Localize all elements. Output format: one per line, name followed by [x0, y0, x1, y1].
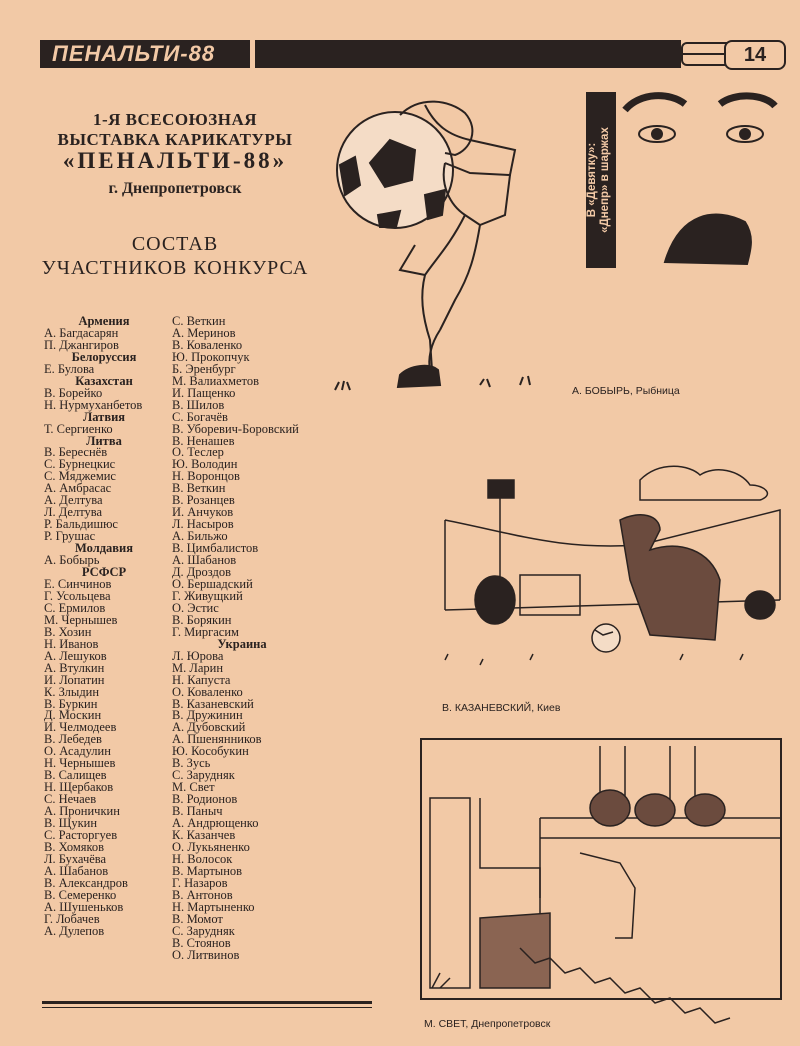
- participant-name: С. Зарудняк: [172, 768, 235, 783]
- section-line-2: УЧАСТНИКОВ КОНКУРСА: [41, 257, 309, 279]
- participant-name: С. Нечаев: [44, 792, 97, 807]
- region-heading: Украина: [217, 636, 267, 651]
- participant-name: В. Коваленко: [172, 337, 243, 352]
- participant-name: В. Щукин: [44, 816, 98, 831]
- participant-name: В. Антонов: [172, 887, 233, 902]
- participant-name: И. Пащенко: [172, 385, 236, 400]
- participant-name: В. Борейко: [44, 385, 103, 400]
- region-heading: РСФСР: [81, 565, 127, 580]
- participant-name: В. Веткин: [172, 481, 226, 496]
- participant-name: А. Втулкин: [44, 660, 105, 675]
- region-heading: Белоруссия: [71, 349, 137, 364]
- participant-name: Г. Назаров: [172, 875, 228, 890]
- vertical-heading-box: [586, 92, 616, 268]
- participant-name: И. Анчуков: [172, 505, 234, 520]
- caricature-face: [625, 92, 775, 272]
- participant-name: А. Шабанов: [172, 553, 237, 568]
- participant-name: В. Буркин: [44, 696, 98, 711]
- participants-column-2: [172, 316, 312, 961]
- participant-name: В. Дружинин: [172, 708, 243, 723]
- participant-name: С. Бурнецкис: [44, 457, 116, 472]
- participant-name: О. Эстис: [172, 600, 219, 615]
- participant-name: В. Хозин: [44, 624, 92, 639]
- participant-name: Л. Насыров: [172, 517, 234, 532]
- participant-name: О. Лукьяненко: [172, 839, 250, 854]
- participant-name: Е. Синчинов: [44, 576, 112, 591]
- participant-name: В. Семеренко: [44, 887, 117, 902]
- participant-name: В. Шилов: [172, 397, 225, 412]
- cartoon-footballer: [330, 95, 570, 405]
- participant-name: М. Ларин: [172, 660, 224, 675]
- participant-name: Н. Мартыненко: [172, 899, 255, 914]
- participant-name: Ю. Кособукин: [172, 744, 249, 759]
- header-title: ПЕНАЛЬТИ-88: [40, 40, 250, 68]
- participant-name: Л. Делтува: [44, 505, 103, 520]
- participant-name: А. Дулепов: [44, 923, 105, 938]
- participant-name: А. Проничкин: [44, 804, 120, 819]
- participant-name: А. Пшенянников: [172, 732, 262, 747]
- participant-name: В. Береснёв: [44, 445, 108, 460]
- caption-1: А. БОБЫРЬ, Рыбница: [572, 385, 680, 397]
- participant-name: М. Валиахметов: [172, 373, 259, 388]
- participant-name: И. Челмодеев: [44, 720, 117, 735]
- participant-name: С. Расторгуев: [44, 827, 118, 842]
- participant-name: К. Злыдин: [44, 684, 100, 699]
- participant-name: О. Асадулин: [44, 744, 111, 759]
- participant-name: В. Казаневский: [172, 696, 254, 711]
- participant-name: О. Коваленко: [172, 684, 243, 699]
- participant-name: А. Лешуков: [44, 648, 107, 663]
- participant-name: С. Богачёв: [172, 409, 228, 424]
- participant-name: В. Момот: [172, 911, 223, 926]
- participant-name: Н. Щербаков: [44, 780, 114, 795]
- participant-name: И. Лопатин: [44, 672, 105, 687]
- participant-name: Н. Иванов: [44, 636, 99, 651]
- participant-name: А. Андрющенко: [172, 816, 259, 831]
- cartoon-stadium: [440, 460, 785, 690]
- participant-name: А. Шабанов: [44, 863, 109, 878]
- participant-name: А. Амбрасас: [44, 481, 112, 496]
- participant-name: В. Стоянов: [172, 935, 231, 950]
- participant-name: А. Бильжо: [172, 529, 228, 544]
- caption-3: М. СВЕТ, Днепропетровск: [424, 1018, 551, 1030]
- vertical-line-1: В «Девятку»:: [586, 142, 598, 218]
- participant-name: Л. Юрова: [172, 648, 224, 663]
- participant-name: В. Мартынов: [172, 863, 243, 878]
- participant-name: В. Лебедев: [44, 732, 102, 747]
- participant-name: О. Теслер: [172, 445, 224, 460]
- participant-name: С. Зарудняк: [172, 923, 235, 938]
- participant-name: В. Цимбалистов: [172, 541, 259, 556]
- bottom-rule: [42, 1001, 372, 1004]
- participant-name: С. Веткин: [172, 314, 226, 328]
- participant-name: А. Делтува: [44, 493, 103, 508]
- participant-name: О. Бершадский: [172, 576, 253, 591]
- page-number: 14: [724, 40, 786, 70]
- participant-name: Н. Волосок: [172, 851, 233, 866]
- participant-name: В. Розанцев: [172, 493, 235, 508]
- participant-name: А. Дубовский: [172, 720, 246, 735]
- participant-name: К. Казанчев: [172, 827, 236, 842]
- participant-name: Д. Дроздов: [172, 565, 232, 580]
- participant-name: Р. Грушас: [44, 529, 96, 544]
- participant-name: Ю. Володин: [172, 457, 238, 472]
- exhibition-title: [40, 110, 310, 150]
- bottom-rule-thin: [42, 1007, 372, 1008]
- cartoon-courtroom: [420, 738, 782, 1000]
- participant-name: Р. Бальдишюс: [44, 517, 118, 532]
- participant-name: В. Борякин: [172, 612, 232, 627]
- participant-name: С. Ермилов: [44, 600, 106, 615]
- participant-name: Л. Бухачёва: [44, 851, 107, 866]
- participant-name: В. Уборевич-Боровский: [172, 421, 299, 436]
- region-heading: Армения: [78, 314, 130, 328]
- exhibition-name: «ПЕНАЛЬТИ-88»: [62, 148, 288, 173]
- participant-name: П. Джангиров: [44, 337, 119, 352]
- header-bar: [255, 40, 681, 68]
- region-heading: Казахстан: [75, 373, 133, 388]
- participant-name: Е. Булова: [44, 361, 95, 376]
- participant-name: М. Чернышев: [44, 612, 118, 627]
- section-line-1: СОСТАВ: [131, 233, 219, 255]
- participant-name: Ю. Прокопчук: [172, 349, 250, 364]
- section-heading: [40, 232, 310, 280]
- participant-name: А. Шушеньков: [44, 899, 124, 914]
- participant-name: Б. Эренбург: [172, 361, 236, 376]
- participant-name: М. Свет: [172, 780, 215, 795]
- participant-name: В. Салищев: [44, 768, 107, 783]
- participant-name: Г. Лобачев: [44, 911, 100, 926]
- title-line-1: 1-Я ВСЕСОЮЗНАЯ: [92, 110, 258, 129]
- participant-name: Д. Москин: [44, 708, 102, 723]
- participant-name: А. Багдасарян: [44, 325, 119, 340]
- page-header: [40, 40, 800, 72]
- region-heading: Латвия: [82, 409, 126, 424]
- vertical-heading: [586, 92, 616, 268]
- participants-column-1: [44, 316, 164, 938]
- exhibition-city: г. Днепропетровск: [108, 180, 242, 197]
- region-heading: Молдавия: [74, 541, 134, 556]
- participant-name: Н. Чернышев: [44, 756, 116, 771]
- participant-name: В. Родионов: [172, 792, 238, 807]
- participant-name: В. Зусь: [172, 756, 211, 771]
- participant-name: О. Литвинов: [172, 947, 240, 962]
- participant-name: Г. Живущкий: [172, 588, 243, 603]
- region-heading: Литва: [86, 433, 122, 448]
- participant-name: Н. Воронцов: [172, 469, 240, 484]
- title-line-2: ВЫСТАВКА КАРИКАТУРЫ: [57, 130, 293, 149]
- participant-name: Н. Нурмуханбетов: [44, 397, 143, 412]
- participant-name: А. Бобырь: [44, 553, 100, 568]
- participant-name: В. Александров: [44, 875, 128, 890]
- participant-name: В. Паныч: [172, 804, 223, 819]
- participant-name: В. Ненашев: [172, 433, 235, 448]
- vertical-line-2: «Днепр» в шаржах: [599, 127, 611, 233]
- participant-name: А. Меринов: [172, 325, 236, 340]
- participant-name: Н. Капуста: [172, 672, 231, 687]
- caption-2: В. КАЗАНЕВСКИЙ, Киев: [442, 702, 561, 714]
- participant-name: В. Хомяков: [44, 839, 105, 854]
- participant-name: С. Мяджемис: [44, 469, 116, 484]
- participant-name: Г. Усольцева: [44, 588, 111, 603]
- participant-name: Г. Миргасим: [172, 624, 239, 639]
- participant-name: Т. Сергиенко: [44, 421, 113, 436]
